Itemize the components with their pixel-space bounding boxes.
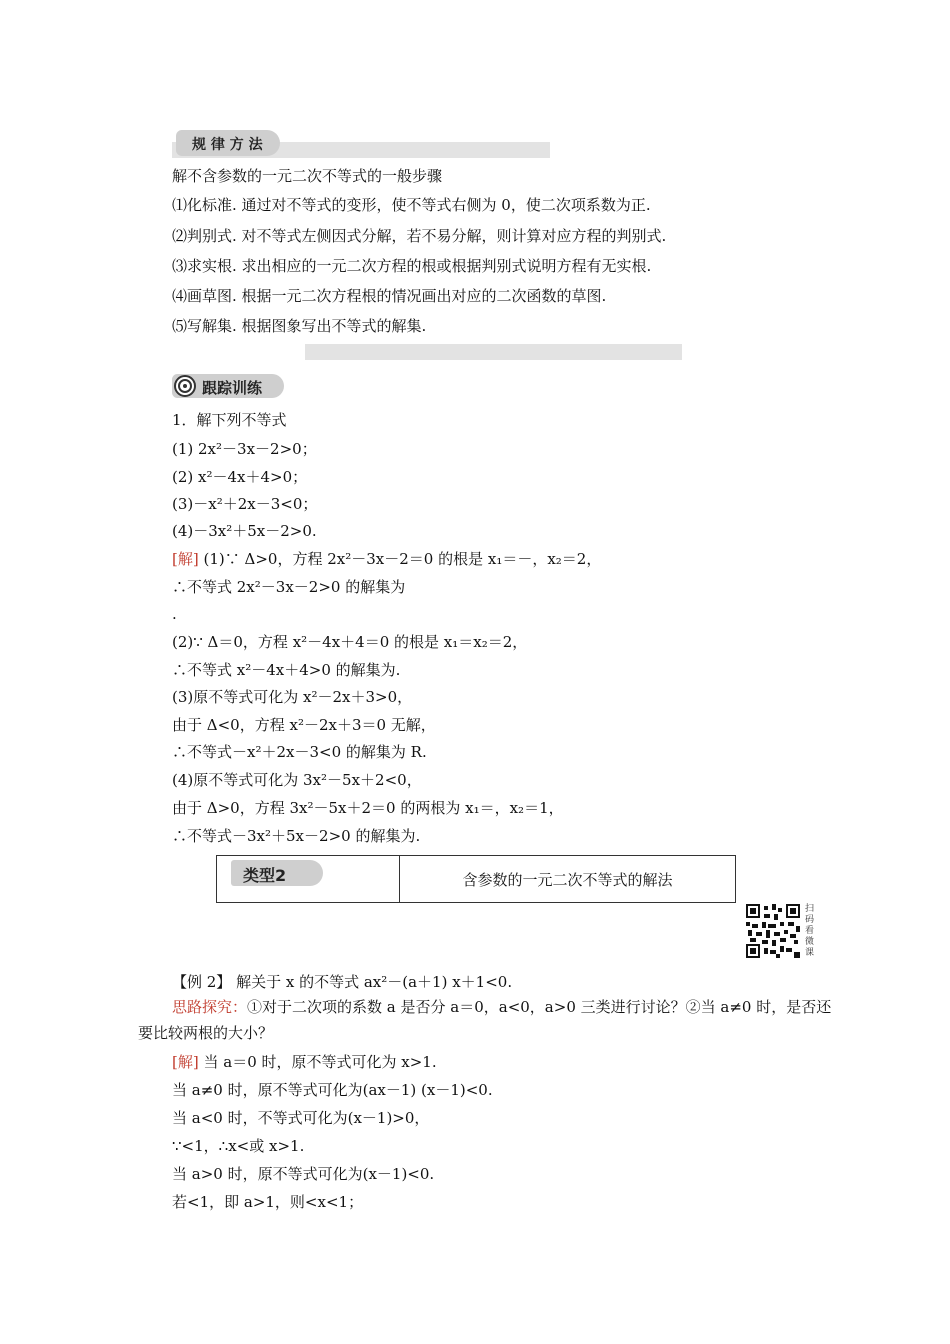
qr-caption: 扫 码 看 微 课 (805, 904, 815, 958)
example-label: 【例 2】 (172, 973, 232, 991)
method-tag: 规 律 方 法 (192, 137, 263, 153)
hint-label: 思路探究： (172, 998, 248, 1016)
example-solution-line-5: 当 a>0 时，原不等式可化为(x－1)<0. (172, 1165, 435, 1183)
practice-item-3: (3)－x²＋2x－3<0； (172, 495, 318, 513)
practice-solution-line-5: ∴不等式 x²－4x＋4>0 的解集为. (172, 661, 401, 679)
practice-solution-line-10: 由于 Δ>0，方程 3x²－5x＋2＝0 的两根为 x₁＝，x₂＝1， (172, 799, 564, 817)
practice-solution-line-8: ∴不等式－x²＋2x－3<0 的解集为 R. (172, 743, 427, 761)
example-solution-line-6: 若<1，即 a>1，则<x<1； (172, 1193, 364, 1211)
example-solution-line-2: 当 a≠0 时，原不等式可化为(ax－1) (x－1)<0. (172, 1081, 493, 1099)
example-problem (172, 972, 512, 992)
solution-text: (1)∵ Δ>0，方程 2x²－3x－2＝0 的根是 x₁＝－，x₂＝2， (198, 550, 602, 568)
method-title: 解不含参数的一元二次不等式的一般步骤 (172, 167, 443, 185)
practice-item-1: (1) 2x²－3x－2>0； (172, 440, 317, 458)
method-step-3: ⑶求实根. 求出相应的一元二次方程的根或根据判别式说明方程有无实根. (172, 257, 652, 275)
method-step-5: ⑸写解集. 根据图象写出不等式的解集. (172, 317, 427, 335)
solution-label: [解] (172, 550, 199, 568)
practice-question: 1．解下列不等式 (172, 411, 287, 429)
example-solution-text: 当 a＝0 时，原不等式可化为 x>1. (198, 1053, 437, 1071)
type-label-cell (217, 856, 400, 902)
practice-item-4: (4)－3x²＋5x－2>0. (172, 522, 317, 540)
example-problem-text: 解关于 x 的不等式 ax²－(a＋1) x＋1<0. (231, 973, 513, 991)
example-hint (138, 994, 838, 1046)
example-solution-label: [解] (172, 1053, 199, 1071)
practice-item-2: (2) x²－4x＋4>0； (172, 468, 308, 486)
hint-text: ①对于二次项的系数 a 是否分 a＝0，a<0，a>0 三类进行讨论？②当 a≠0 时，是否还要比较两根的大小？ (138, 998, 832, 1042)
practice-solution-line-11: ∴不等式－3x²＋5x－2>0 的解集为. (172, 827, 421, 845)
type-label: 类型2 (243, 866, 287, 885)
method-footer-bar (305, 344, 682, 360)
practice-solution-line-7: 由于 Δ<0，方程 x²－2x＋3＝0 无解， (172, 716, 436, 734)
target-icon (173, 374, 197, 398)
practice-solution-line-3: . (172, 605, 177, 623)
example-solution-line-4: ∵<1，∴x<或 x>1. (172, 1137, 305, 1155)
example-solution-line-1 (172, 1052, 437, 1072)
type-section-box (216, 855, 736, 903)
practice-tag: 跟踪训练 (202, 379, 263, 397)
method-step-1: ⑴化标准. 通过对不等式的变形，使不等式右侧为 0，使二次项系数为正. (172, 196, 651, 214)
method-step-4: ⑷画草图. 根据一元二次方程根的情况画出对应的二次函数的草图. (172, 287, 607, 305)
example-solution-line-3: 当 a<0 时，不等式可化为(x－1)>0， (172, 1109, 430, 1127)
practice-solution-line-4: (2)∵ Δ＝0，方程 x²－4x＋4＝0 的根是 x₁＝x₂＝2， (172, 633, 528, 651)
practice-solution-line-1 (172, 549, 601, 569)
qr-code-icon (746, 904, 800, 958)
practice-solution-line-6: (3)原不等式可化为 x²－2x＋3>0， (172, 688, 413, 706)
practice-solution-line-9: (4)原不等式可化为 3x²－5x＋2<0， (172, 771, 422, 789)
type-title: 含参数的一元二次不等式的解法 (462, 870, 673, 889)
practice-solution-line-2: ∴不等式 2x²－3x－2>0 的解集为 (172, 578, 406, 596)
method-step-2: ⑵判别式. 对不等式左侧因式分解，若不易分解，则计算对应方程的判别式. (172, 227, 667, 245)
